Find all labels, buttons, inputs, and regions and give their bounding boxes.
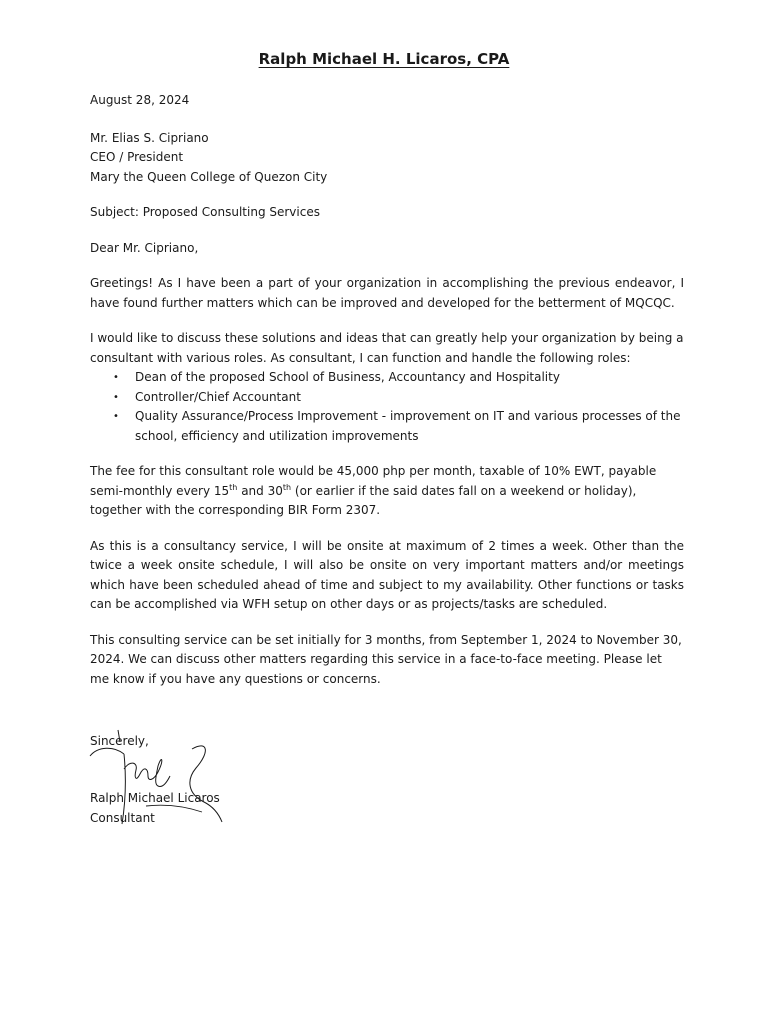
fee-text-1: The fee for this consultant role would be 45,000 php per month, taxable of 10% EWT, payable semi-monthly every 15 [90,464,657,498]
role-text: Quality Assurance/Process Improvement - improvement on IT and various processes of the school, efficiency and utilization improvements [135,409,681,443]
fee-sup-1: th [229,482,238,492]
bullet-icon: • [113,372,119,383]
recipient-name: Mr. Elias S. Cipriano [90,130,209,145]
paragraph-term: This consulting service can be set initially for 3 months, from September 1, 2024 to November 30, 2024. We can discuss other matters regarding this service in a face-to-face meeting. Please let me know if you have any questions or concerns. [90,632,682,686]
role-text: Controller/Chief Accountant [135,389,301,404]
paragraph-fee [90,462,684,521]
letter-salutation: Dear Mr. Cipriano, [90,240,199,255]
bullet-icon: • [113,411,119,422]
list-item [90,368,684,388]
list-item [90,407,684,446]
paragraph-greetings: Greetings! As I have been a part of your organization in accomplishing the previous endeavor, I have found further matters which can be improved and developed for the betterment of MQCQC. [90,276,684,310]
paragraph-roles-intro: I would like to discuss these solutions and ideas that can greatly help your organization by being a consultant with various roles. As consultant, I can function and handle the following roles: [90,331,684,365]
list-item [90,388,684,408]
roles-list [90,368,684,446]
fee-sup-2: th [282,482,292,492]
fee-text-2: and 30 [237,483,283,498]
recipient-organization: Mary the Queen College of Quezon City [90,169,328,184]
paragraph-onsite-schedule: As this is a consultancy service, I will be onsite at maximum of 2 times a week. Other than the twice a week onsite schedule, I will also be onsite on very important matters and/or meetings which have been scheduled ahead of time and subject to my availability. Other functions or tasks can be accomplished via WFH setup on other days or as projects/tasks are scheduled. [90,538,684,611]
bullet-icon: • [113,391,119,403]
signature-block [90,789,220,828]
signer-title: Consultant [90,810,155,825]
letter-body [90,91,684,689]
letterhead [0,49,768,69]
closing: Sincerely, [90,734,149,748]
fee-text-3: (or earlier if the said dates fall on a weekend or holiday), together with the corresponding BIR Form 2307. [90,483,637,517]
role-text: Dean of the proposed School of Business, Accountancy and Hospitality [135,370,560,384]
signer-name: Ralph Michael Licaros [90,791,220,805]
letterhead-name: Ralph Michael H. Licaros, CPA [258,50,510,68]
letter-subject: Subject: Proposed Consulting Services [90,205,320,219]
recipient-title: CEO / President [90,150,184,164]
letter-date: August 28, 2024 [90,93,190,107]
